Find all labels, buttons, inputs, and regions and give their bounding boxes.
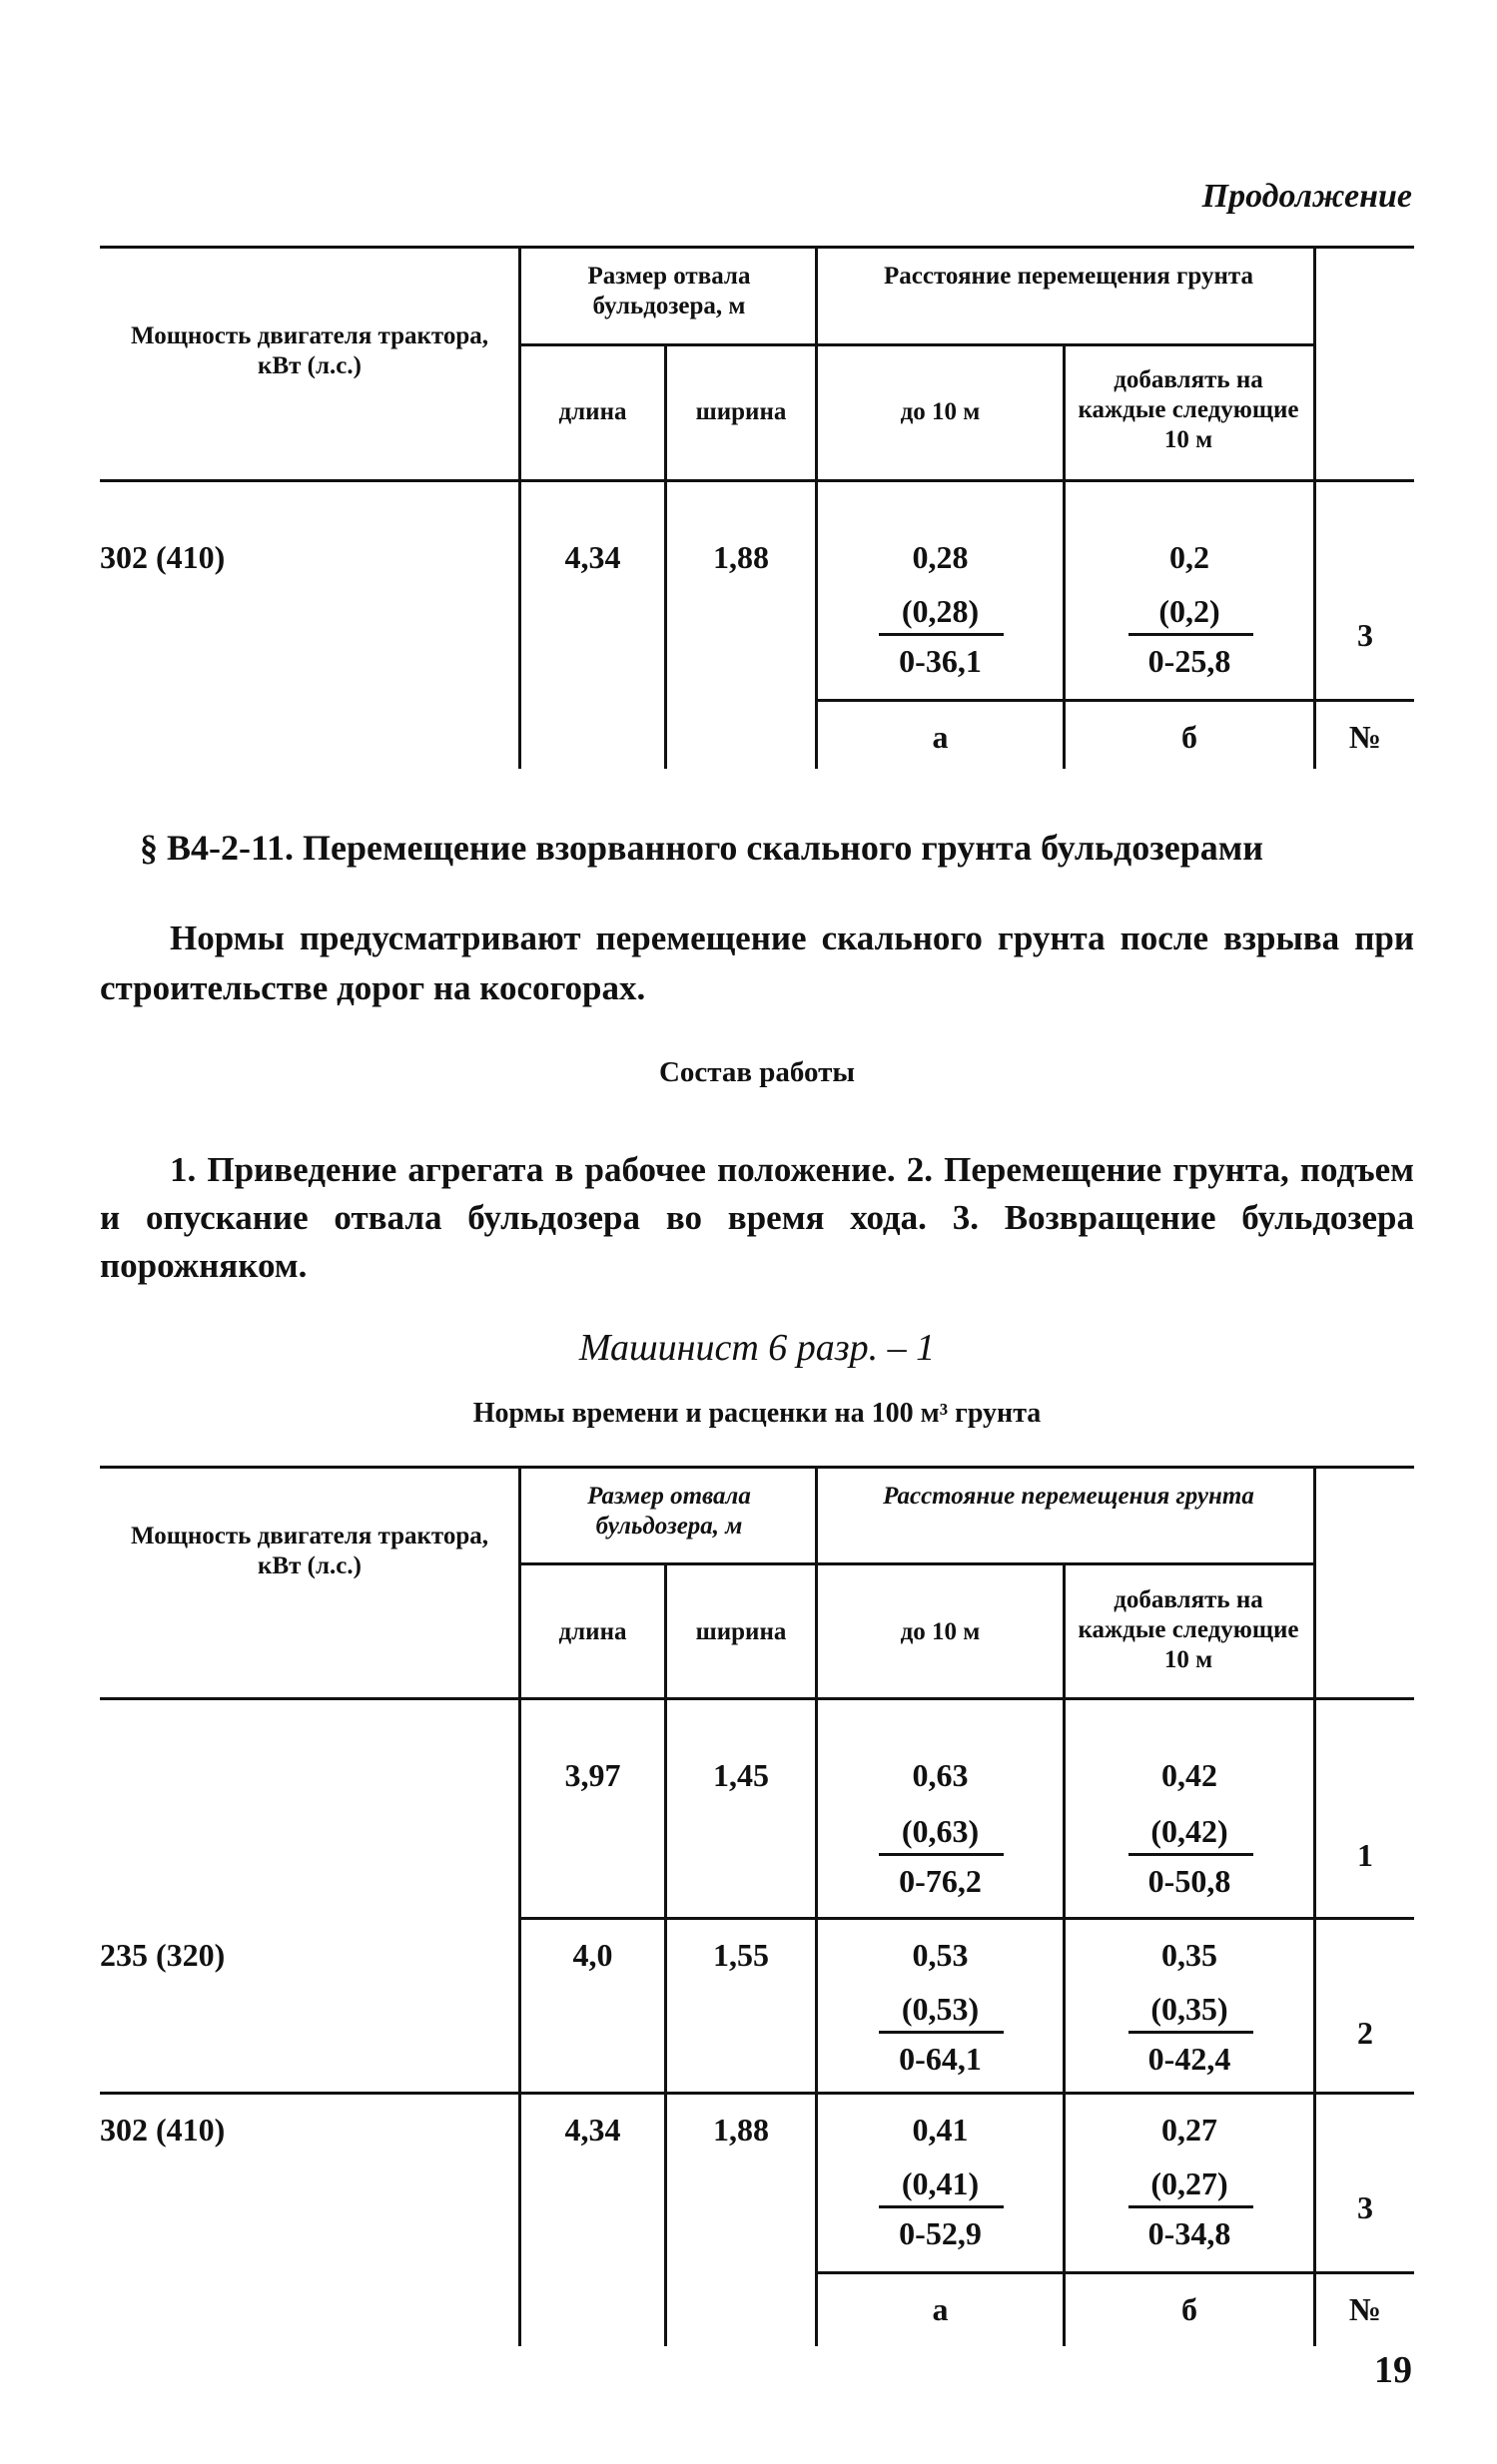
cell-b-paren: (0,2)	[1158, 593, 1220, 629]
cell-a-norm: 0,28	[912, 539, 969, 575]
t2-col-letter-b: б	[1181, 2291, 1197, 2327]
t2-r2-b-norm: 0,35	[1161, 1937, 1217, 1973]
work-paragraph: 1. Приведение агрегата в рабочее положение. 2. Перемещение грунта, подъем и опускание отвала бульдозера во время хода. 3. Возвращение бульдозера порожняком.	[100, 1150, 1414, 1285]
t2-r3-b-paren: (0,27)	[1150, 2165, 1228, 2201]
table-2-caption: Нормы времени и расценки на 100 м³ грунта	[472, 1398, 1042, 1429]
t2-r2-width: 1,55	[713, 1937, 769, 1973]
cell-b-rate: 0-25,8	[1147, 643, 1231, 679]
cell-a-paren: (0,28)	[901, 593, 980, 629]
t2-r3-width: 1,88	[713, 2112, 769, 2148]
work-heading: Состав работы	[658, 1056, 856, 1088]
cell-length: 4,34	[564, 539, 621, 575]
t2-r2-num: 2	[1357, 2015, 1373, 2051]
t2-r3-a-rate: 0-52,9	[899, 2215, 982, 2251]
header-distance: Расстояние перемещения грунта	[884, 263, 1253, 290]
t2-header-distance: Расстояние перемещения грунта	[883, 1483, 1254, 1510]
header-width: ширина	[695, 398, 787, 425]
t2-header-add-each-10: добавлять на каждые следующие 10 м	[1078, 1586, 1299, 1673]
header-length: длина	[558, 398, 627, 425]
t2-power-302: 302 (410)	[100, 2112, 226, 2148]
t2-r2-a-rate: 0-64,1	[899, 2041, 982, 2077]
crew-line: Машинист 6 разр. – 1	[578, 1327, 936, 1369]
t2-col-letter-a: а	[932, 2291, 949, 2327]
t2-r1-b-norm: 0,42	[1161, 1757, 1217, 1793]
section-title: § В4-2-11. Перемещение взорванного скального грунта бульдозерами	[140, 828, 1263, 868]
t2-r3-b-rate: 0-34,8	[1147, 2215, 1231, 2251]
t2-r2-a-paren: (0,53)	[901, 1991, 980, 2027]
t2-r2-a-norm: 0,53	[912, 1937, 969, 1973]
t2-r1-num: 1	[1357, 1837, 1373, 1873]
t2-r2-b-rate: 0-42,4	[1147, 2041, 1231, 2077]
t2-power-235: 235 (320)	[100, 1937, 226, 1973]
t2-r1-a-rate: 0-76,2	[899, 1863, 982, 1899]
t2-header-blade-size: Размер отвала бульдозера, м	[587, 1483, 751, 1540]
t2-col-letter-num: №	[1348, 2291, 1382, 2327]
intro-paragraph: Нормы предусматривают перемещение скального грунта после взрыва при строительстве дорог на косогорах.	[100, 919, 1414, 1007]
t2-r3-num: 3	[1357, 2189, 1373, 2225]
t2-r1-b-paren: (0,42)	[1150, 1813, 1228, 1849]
header-up-to-10: до 10 м	[900, 398, 981, 425]
t2-header-up-to-10: до 10 м	[900, 1618, 981, 1645]
header-add-each-10: добавлять на каждые следующие 10 м	[1078, 366, 1299, 453]
t2-r1-a-paren: (0,63)	[901, 1813, 980, 1849]
t2-r1-length: 3,97	[564, 1757, 621, 1793]
cell-a-rate: 0-36,1	[899, 643, 982, 679]
t2-r3-a-paren: (0,41)	[901, 2165, 980, 2201]
t2-r3-a-norm: 0,41	[912, 2112, 969, 2148]
col-letter-b: б	[1181, 719, 1197, 755]
t2-r2-b-paren: (0,35)	[1150, 1991, 1228, 2027]
continuation-label: Продолжение	[1201, 178, 1412, 215]
t2-r1-a-norm: 0,63	[912, 1757, 969, 1793]
t2-r3-b-norm: 0,27	[1161, 2112, 1217, 2148]
cell-width: 1,88	[713, 539, 769, 575]
t2-header-length: длина	[558, 1618, 627, 1645]
t2-r2-length: 4,0	[572, 1937, 613, 1973]
row-power: 302 (410)	[100, 539, 226, 575]
t2-header-power: Мощность двигателя трактора, кВт (л.с.)	[130, 1523, 489, 1579]
t2-r3-length: 4,34	[564, 2112, 621, 2148]
col-letter-a: а	[932, 719, 949, 755]
page-number: 19	[1374, 2349, 1412, 2391]
t2-r1-b-rate: 0-50,8	[1147, 1863, 1231, 1899]
t2-header-width: ширина	[695, 1618, 787, 1645]
col-letter-num: №	[1348, 719, 1382, 755]
header-power: Мощность двигателя трактора, кВт (л.с.)	[130, 322, 489, 379]
header-blade-size: Размер отвала бульдозера, м	[587, 263, 751, 319]
t2-r1-width: 1,45	[713, 1757, 769, 1793]
cell-b-norm: 0,2	[1169, 539, 1209, 575]
cell-row-num: 3	[1357, 617, 1373, 653]
